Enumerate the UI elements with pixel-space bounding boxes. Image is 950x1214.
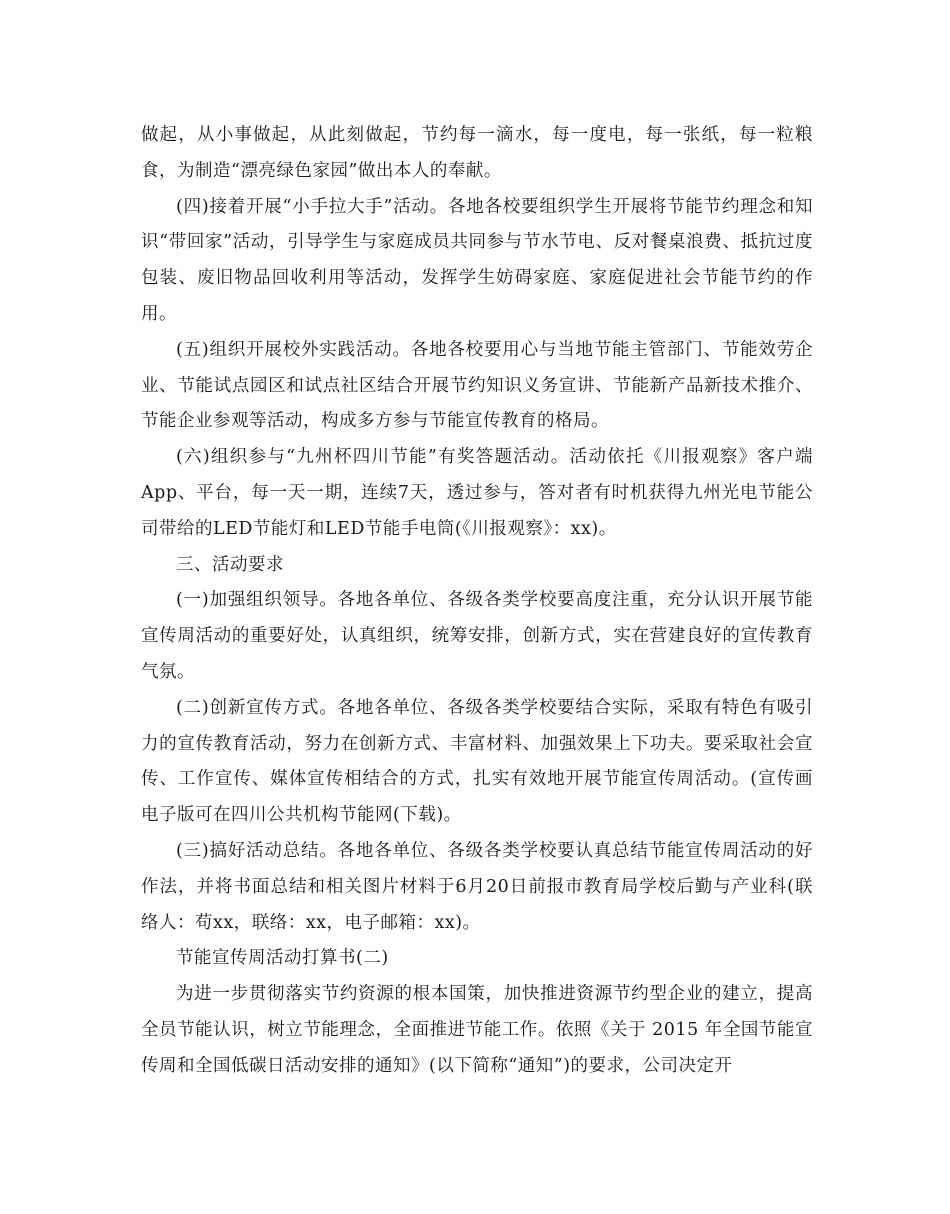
paragraph-item-6: (六)组织参与“九州杯四川节能”有奖答题活动。活动依托《川报观察》客户端App、平台，每一天一期，连续7天，透过参与，答对者有时机获得九州光电节能公司带给的LED节能灯和LED节能手电筒(《川报观察》：xx)。 (141, 447, 813, 539)
paragraph-item-4: (四)接着开展“小手拉大手”活动。各地各校要组织学生开展将节能节约理念和知识“带回家”活动，引导学生与家庭成员共同参与节水节电、反对餐桌浪费、抵抗过度包装、废旧物品回收利用等活动，发挥学生妨碍家庭、家庭促进社会节能节约的作用。 (141, 196, 813, 324)
paragraph-requirement-1: (一)加强组织领导。各地各单位、各级各类学校要高度注重，充分认识开展节能宣传周活动的重要好处，认真组织，统筹安排，创新方式，实在营建良好的宣传教育气氛。 (141, 590, 813, 682)
paragraph-requirement-2: (二)创新宣传方式。各地各单位、各级各类学校要结合实际，采取有特色有吸引力的宣传教育活动，努力在创新方式、丰富材料、加强效果上下功夫。要采取社会宣传、工作宣传、媒体宣传相结合的方式，扎实有效地开展节能宣传周活动。(宣传画电子版可在四川公共机构节能网(下载)。 (141, 697, 813, 826)
document-subtitle: 节能宣传周活动打算书(二) (176, 948, 389, 969)
document-body (141, 118, 813, 1085)
paragraph-item-5: (五)组织开展校外实践活动。各地各校要用心与当地节能主管部门、节能效劳企业、节能试点园区和试点社区结合开展节约知识义务宣讲、节能新产品新技术推介、节能企业参观等活动，构成多方参与节能宣传教育的格局。 (141, 339, 813, 432)
paragraph-intro: 为进一步贯彻落实节约资源的根本国策，加快推进资源节约型企业的建立，提高全员节能认识，树立节能理念，全面推进节能工作。依照《关于 2015 年全国节能宣传周和全国低碳日活动安排的通知》(以下简称“通知”)的要求，公司决定开 (141, 984, 813, 1076)
paragraph-continuation: 做起，从小事做起，从此刻做起，节约每一滴水，每一度电，每一张纸，每一粒粮食，为制造“漂亮绿色家园”做出本人的奉献。 (141, 125, 813, 181)
paragraph-requirement-3: (三)搞好活动总结。各地各单位、各级各类学校要认真总结节能宣传周活动的好作法，并将书面总结和相关图片材料于6月20日前报市教育局学校后勤与产业科(联络人：苟xx，联络：xx，电子邮箱：xx)。 (141, 840, 813, 933)
section-heading-requirements: 三、活动要求 (176, 554, 284, 575)
